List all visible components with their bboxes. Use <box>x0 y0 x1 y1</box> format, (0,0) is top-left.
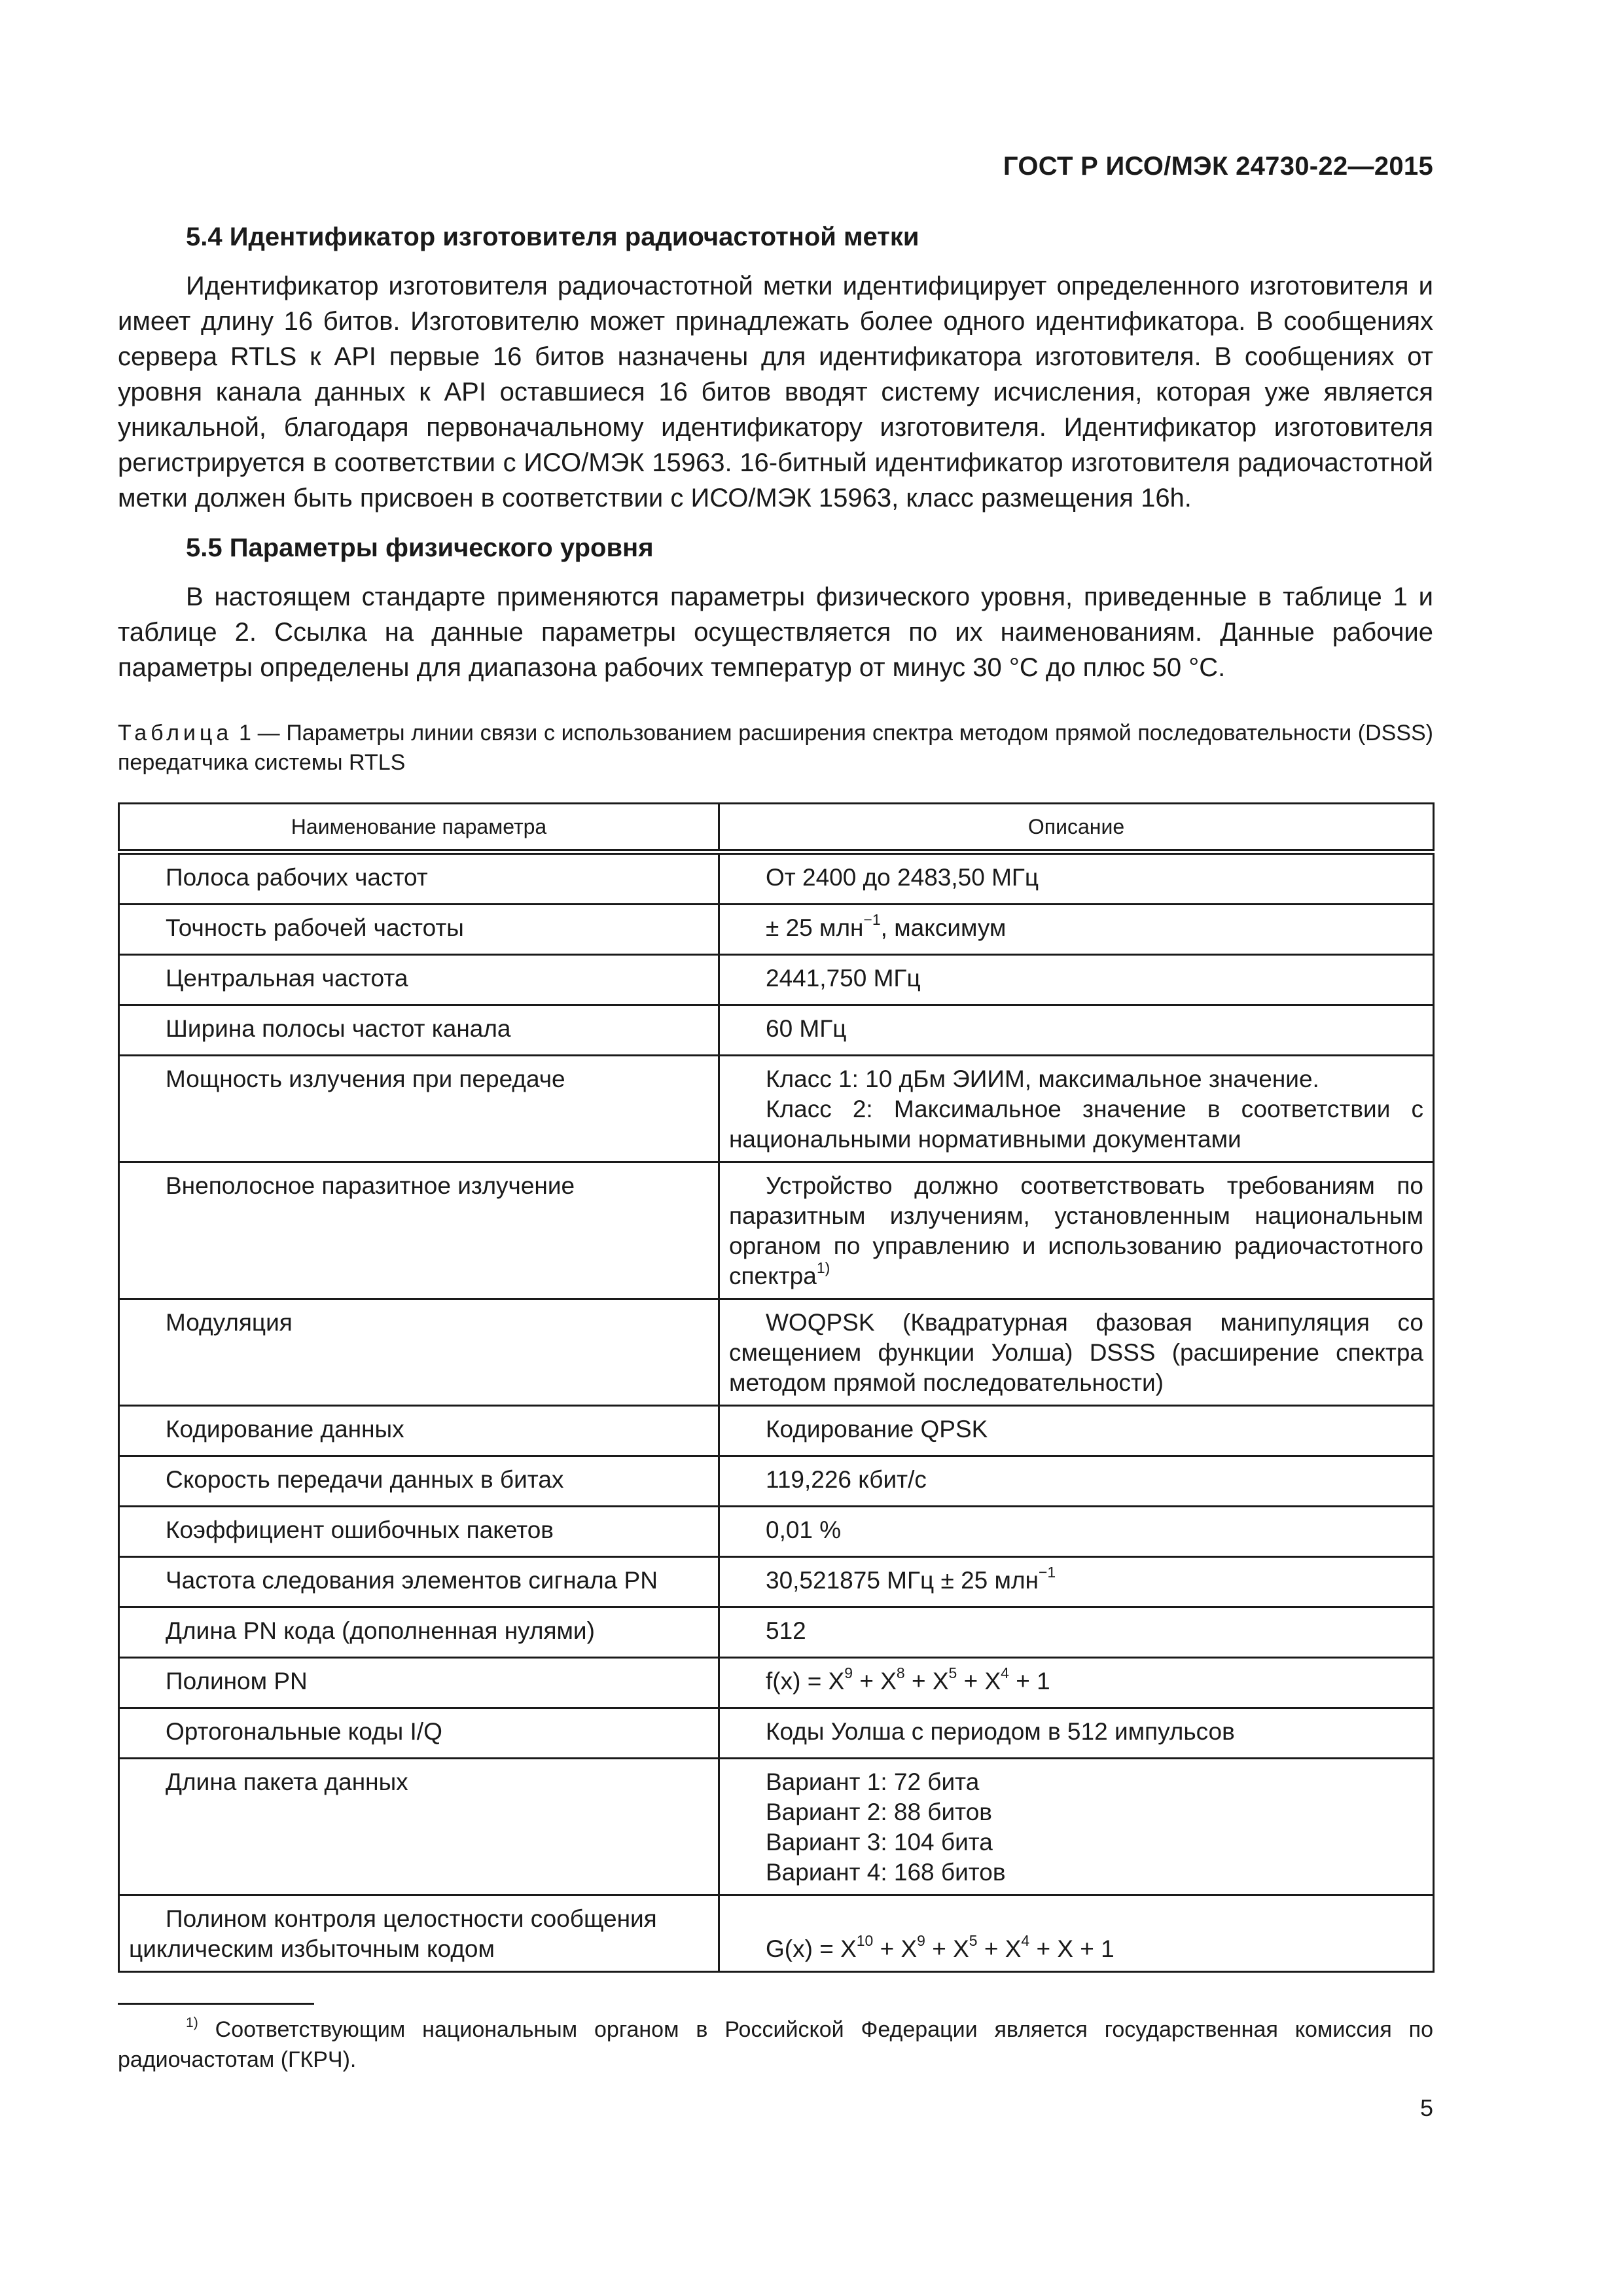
table-row <box>119 1557 1434 1607</box>
formula-part: + X <box>873 1935 918 1962</box>
formula-part: + X <box>904 1668 949 1695</box>
table-row <box>119 852 1434 905</box>
formula-part: G(x) = X <box>766 1935 857 1962</box>
document-header: ГОСТ Р ИСО/МЭК 24730-22—2015 <box>1003 152 1433 181</box>
exponent: 4 <box>1021 1932 1030 1950</box>
param-name: Центральная частота <box>119 955 719 1005</box>
parameters-table <box>118 802 1435 1973</box>
table-row <box>119 1056 1434 1162</box>
param-name: Длина пакета данных <box>119 1759 719 1895</box>
param-desc: От 2400 до 2483,50 МГц <box>719 852 1434 905</box>
footnote-marker: 1) <box>186 2015 198 2030</box>
section-5-5-heading: 5.5 Параметры физического уровня <box>186 533 654 562</box>
exponent: 5 <box>948 1664 957 1682</box>
param-desc <box>719 905 1434 955</box>
param-desc: 512 <box>719 1607 1434 1658</box>
variant-line: Вариант 3: 104 бита <box>766 1829 993 1856</box>
param-desc: Коды Уолша с периодом в 512 импульсов <box>719 1708 1434 1759</box>
formula-part: + X <box>853 1668 897 1695</box>
param-name <box>119 1895 719 1972</box>
param-desc: 119,226 кбит/с <box>719 1456 1434 1507</box>
param-name: Длина PN кода (дополненная нулями) <box>119 1607 719 1658</box>
exponent: 10 <box>856 1932 874 1950</box>
exponent: 9 <box>844 1664 853 1682</box>
table-caption <box>118 719 1433 778</box>
param-name: Полоса рабочих частот <box>119 852 719 905</box>
param-desc <box>719 1759 1434 1895</box>
param-name: Мощность излучения при передаче <box>119 1056 719 1162</box>
table-row <box>119 1299 1434 1406</box>
param-name: Скорость передачи данных в битах <box>119 1456 719 1507</box>
param-name: Ширина полосы частот канала <box>119 1005 719 1056</box>
footnote <box>118 2015 1433 2075</box>
param-name-line: циклическим избыточным кодом <box>129 1935 495 1962</box>
column-header-description: Описание <box>719 804 1434 852</box>
exponent: 8 <box>896 1664 905 1682</box>
superscript: −1 <box>863 911 881 929</box>
exponent: 4 <box>1001 1664 1009 1682</box>
param-name: Полином PN <box>119 1658 719 1708</box>
param-desc: 0,01 % <box>719 1507 1434 1557</box>
param-name: Ортогональные коды I/Q <box>119 1708 719 1759</box>
exponent: 5 <box>969 1932 978 1950</box>
param-desc: 2441,750 МГц <box>719 955 1434 1005</box>
param-desc: WOQPSK (Квадратурная фазовая манипуляция со смещением функции Уолша) DSSS (расширение спектра методом прямой последовательности) <box>719 1299 1434 1406</box>
param-desc <box>719 1162 1434 1299</box>
formula-part: + X <box>957 1668 1001 1695</box>
param-name: Модуляция <box>119 1299 719 1406</box>
section-5-4-text: Идентификатор изготовителя радиочастотной метки идентифицирует определенного изготовителя и имеет длину 16 битов. Изготовителю может принадлежать более одного идентификатора. В сообщениях сервера RTLS к API первые 16 битов назначены для идентификатора изготовителя. В сообщениях от уровня канала данных к API оставшиеся 16 битов вводят систему исчисления, которая уже является уникальной, благодаря первоначальному идентификатору изготовителя. Идентификатор изготовителя регистрируется в соответствии с ИСО/МЭК 15963. 16-битный идентификатор изготовителя радиочастотной метки должен быть присвоен в соответствии с ИСО/МЭК 15963, класс размещения 16h. <box>118 272 1433 512</box>
table-header-row <box>119 804 1434 852</box>
table-caption-text: 1 — Параметры линии связи с использованием расширения спектра методом прямой последовательности (DSSS) передатчика системы RTLS <box>118 721 1434 775</box>
column-header-name: Наименование параметра <box>119 804 719 852</box>
param-desc <box>719 1557 1434 1607</box>
footnote-text: Соответствующим национальным органом в Российской Федерации является государственная комиссия по радиочастотам (ГКРЧ). <box>118 2017 1433 2072</box>
formula-part: f(x) = X <box>766 1668 845 1695</box>
section-5-5-text: В настоящем стандарте применяются параметры физического уровня, приведенные в таблице 1 и таблице 2. Ссылка на данные параметры осуществляется по их наименованиям. Данные рабочие параметры определены для диапазона рабочих температур от минус 30 °C до плюс 50 °C. <box>118 583 1433 682</box>
variant-line: Вариант 2: 88 битов <box>766 1799 992 1825</box>
variant-line: Вариант 1: 72 бита <box>766 1768 980 1795</box>
param-desc <box>719 1895 1434 1972</box>
section-5-4-heading: 5.4 Идентификатор изготовителя радиочастотной метки <box>186 223 919 251</box>
table-row <box>119 1895 1434 1972</box>
desc-text: Устройство должно соответствовать требованиям по паразитным излучениям, установленным национальным органом по управлению и использованию радиочастотного спектра <box>729 1172 1423 1289</box>
formula-part: + X <box>925 1935 969 1962</box>
desc-line: Класс 2: Максимальное значение в соответствии с национальными нормативными документами <box>729 1096 1423 1153</box>
param-desc <box>719 1658 1434 1708</box>
param-name: Коэффициент ошибочных пакетов <box>119 1507 719 1557</box>
param-name: Точность рабочей частоты <box>119 905 719 955</box>
param-desc: Кодирование QPSK <box>719 1406 1434 1456</box>
table-row <box>119 1162 1434 1299</box>
table-row <box>119 955 1434 1005</box>
table-row <box>119 1507 1434 1557</box>
param-name: Внеполосное паразитное излучение <box>119 1162 719 1299</box>
page-number: 5 <box>1419 2094 1433 2121</box>
table-row <box>119 1607 1434 1658</box>
footnote-ref: 1) <box>816 1259 830 1277</box>
desc-text: 30,521875 МГц ± 25 млн <box>766 1567 1039 1594</box>
footnote-divider <box>118 2003 314 2005</box>
param-desc: 60 МГц <box>719 1005 1434 1056</box>
param-name-line: Полином контроля целостности сообщения <box>166 1905 657 1932</box>
exponent: 9 <box>917 1932 925 1950</box>
table-row <box>119 1658 1434 1708</box>
superscript: −1 <box>1039 1564 1056 1581</box>
table-row <box>119 1005 1434 1056</box>
desc-tail: , максимум <box>880 914 1007 941</box>
table-row <box>119 1708 1434 1759</box>
table-row <box>119 1406 1434 1456</box>
table-caption-label: Таблица <box>118 721 233 745</box>
formula-part: + 1 <box>1008 1668 1050 1695</box>
table-row <box>119 1759 1434 1895</box>
param-name: Частота следования элементов сигнала PN <box>119 1557 719 1607</box>
variant-line: Вариант 4: 168 битов <box>766 1859 1006 1886</box>
table-row <box>119 905 1434 955</box>
desc-text: ± 25 млн <box>766 914 864 941</box>
table-row <box>119 1456 1434 1507</box>
param-name: Кодирование данных <box>119 1406 719 1456</box>
desc-line: Класс 1: 10 дБм ЭИИМ, максимальное значение. <box>766 1066 1319 1092</box>
formula-part: + X + 1 <box>1029 1935 1115 1962</box>
formula-part: + X <box>977 1935 1022 1962</box>
param-desc <box>719 1056 1434 1162</box>
